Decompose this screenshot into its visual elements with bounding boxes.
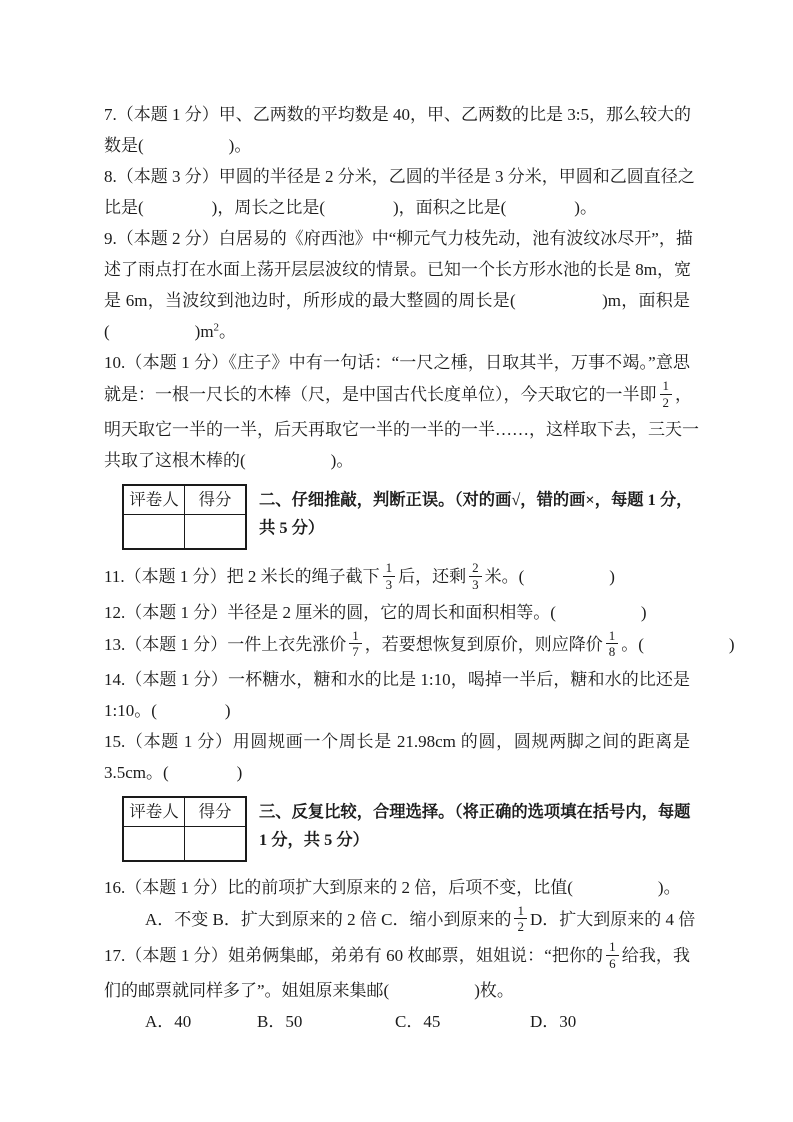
fraction: $\frac{1}{7}$ — [349, 629, 362, 659]
question-16: 16.（本题 1 分）比的前项扩大到原来的 2 倍，后项不变，比值( )。 — [104, 877, 681, 897]
reviewer-label: 评卷人 — [123, 485, 185, 515]
score-label: 得分 — [185, 485, 247, 515]
option-d: D．30 — [530, 1012, 577, 1032]
section-choice-block — [104, 796, 690, 862]
fraction: $\frac{2}{3}$ — [469, 561, 482, 591]
section-choice-title-line1: 三、反复比较，合理选择。（将正确的选项填在括号内，每题 — [259, 801, 691, 821]
question-15: 15.（本题 1 分）用圆规画一个周长是 21.98cm 的圆，圆规两脚之间的距离是 3.5cm。( ) — [104, 731, 690, 782]
exam-content — [104, 99, 735, 1037]
fraction: $\frac{1}{6}$ — [606, 940, 619, 970]
question-9: 9.（本题 2 分）白居易的《府西池》中“柳元气力枝先动，池有波纹冰尽开”，描 述了雨点打在水面上荡开层层波纹的情景。已知一个长方形水池的长是 8m，宽 是 6m，当波纹到池边时，所形成的最大整圆的周长是( )m，面积是 ( )$m^2$。 — [104, 229, 693, 341]
question-12: 12.（本题 1 分）半径是 2 厘米的圆，它的周长和面积相等。( ) — [104, 602, 647, 622]
fraction: $\frac{1}{2}$ — [514, 904, 527, 934]
section-choice-title — [259, 796, 690, 854]
score-blank-cell — [185, 515, 247, 550]
reviewer-blank-cell — [123, 515, 185, 550]
reviewer-blank-cell — [123, 826, 185, 861]
grader-score-table-1 — [122, 484, 247, 550]
question-7: 7.（本题 1 分）甲、乙两数的平均数是 40，甲、乙两数的比是 3:5，那么较大的 数是( )。 — [104, 105, 691, 155]
question-17-options — [104, 1006, 690, 1037]
fraction: $\frac{1}{2}$ — [660, 379, 673, 409]
reviewer-label: 评卷人 — [123, 797, 185, 827]
question-11: 11.（本题 1 分）把 2 米长的绳子截下 $\frac{1}{3}$ 后，还剩 $\frac{2}{3}$ 米。( ) — [104, 560, 615, 592]
section-judge-block — [104, 484, 693, 550]
section-judge-title — [259, 484, 692, 542]
question-13: 13.（本题 1 分）一件上衣先涨价 $\frac{1}{7}$ ，若要想恢复到原价，则应降价 $\frac{1}{8}$ 。( ) — [104, 627, 735, 660]
score-blank-cell — [185, 826, 247, 861]
question-10: 10.（本题 1 分）《庄子》中有一句话：“一尺之棰，日取其半，万事不竭。”意思 就是：一根一尺长的木棒（尺，是中国古代长度单位），今天取它的一半即 $\frac{1}{2}$ ， 明天取它一半的一半，后天再取它一半的一半的一半……，这样取下去，三天一 共取了这根木棒的( )。 — [104, 353, 699, 471]
section-choice-title-line2: 1 分，共 5 分） — [259, 829, 369, 849]
section-judge-title-line1: 二、仔细推敲，判断正误。（对的画√，错的画×，每题 1 分， — [259, 490, 693, 510]
option-c: C．45 — [395, 1012, 441, 1032]
fraction: $\frac{1}{3}$ — [383, 561, 396, 591]
grader-score-table-2 — [122, 796, 247, 862]
option-b: B．50 — [257, 1012, 303, 1032]
fraction: $\frac{1}{8}$ — [606, 629, 619, 659]
question-8: 8.（本题 3 分）甲圆的半径是 2 分米，乙圆的半径是 3 分米，甲圆和乙圆直径之 比是( )，周长之比是( )，面积之比是( )。 — [104, 167, 695, 217]
question-14: 14.（本题 1 分）一杯糖水，糖和水的比是 1:10，喝掉一半后，糖和水的比还是 1:10。( ) — [104, 669, 690, 720]
question-17: 17.（本题 1 分）姐弟俩集邮，弟弟有 60 枚邮票，姐姐说：“把你的 $\frac{1}{6}$ 给我，我 们的邮票就同样多了”。姐姐原来集邮( )枚。 — [104, 939, 691, 1001]
score-label: 得分 — [185, 797, 247, 827]
section-judge-title-line2: 共 5 分） — [259, 518, 325, 538]
question-16-options: A．不变 B．扩大到原来的 2 倍 C．缩小到原来的 $\frac{1}{2}$ D．扩大到原来的 4 倍 — [145, 902, 696, 935]
option-a: A．40 — [145, 1012, 192, 1032]
